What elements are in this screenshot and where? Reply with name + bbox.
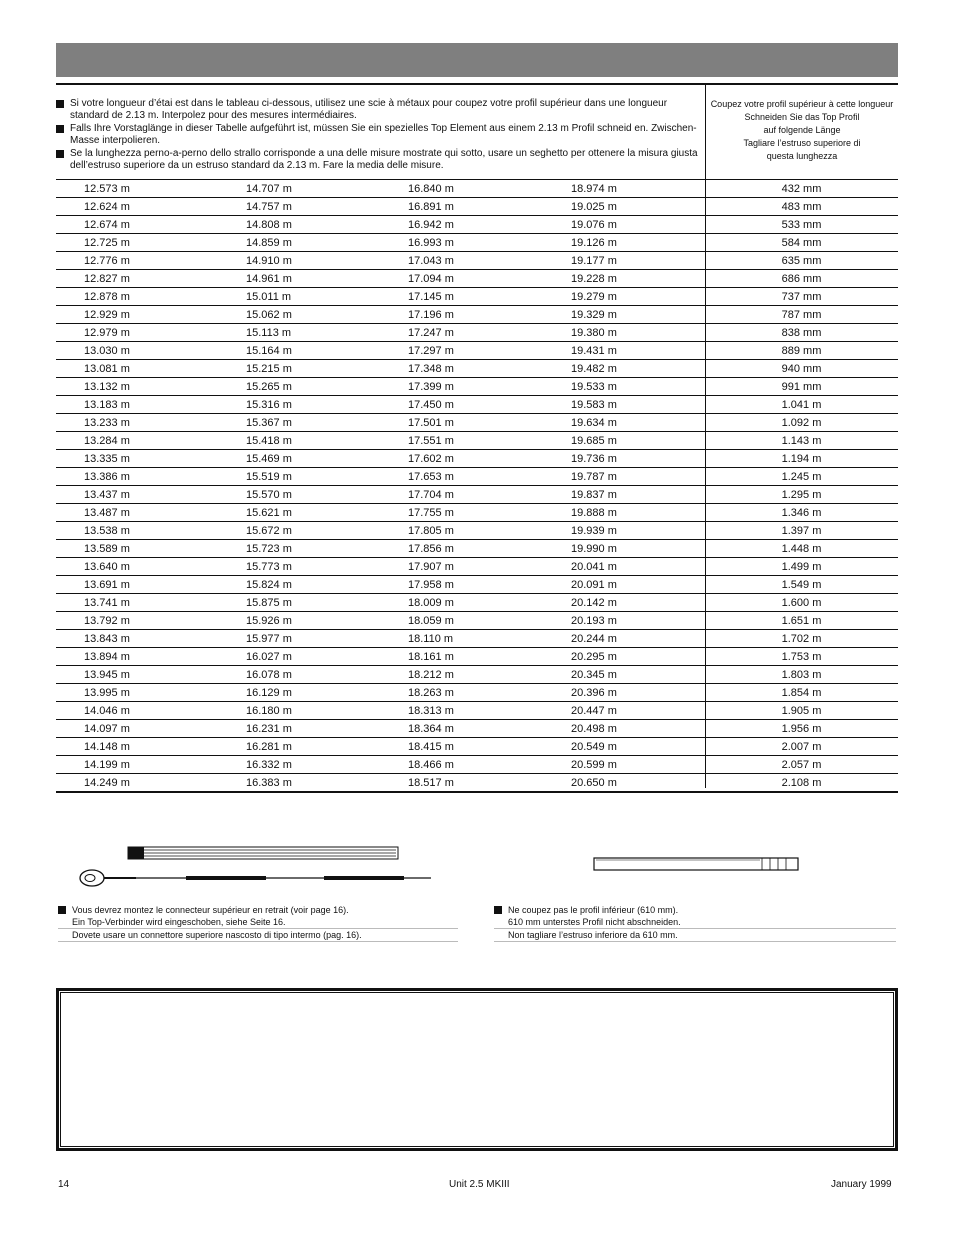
length-col-2: 14.808 m — [246, 216, 408, 234]
cut-length-cell: 1.041 m — [705, 396, 898, 414]
cut-length-cell: 1.549 m — [705, 576, 898, 594]
note-line: Ne coupez pas le profil inférieur (610 mm). — [508, 905, 679, 915]
note-line: Vous devrez montez le connecteur supérieur en retrait (voir page 16). — [72, 905, 349, 915]
forestay-extrusion-illustration — [76, 842, 436, 890]
cut-length-cell: 787 mm — [705, 306, 898, 324]
length-col-4: 19.990 m — [571, 540, 705, 558]
table-row — [56, 180, 898, 198]
table-row — [56, 216, 898, 234]
table-row — [56, 630, 898, 648]
length-col-4: 19.634 m — [571, 414, 705, 432]
length-col-1: 12.624 m — [56, 198, 246, 216]
note-line: Ein Top-Verbinder wird eingeschoben, siehe Seite 16. — [58, 916, 458, 929]
cut-length-cell: 1.803 m — [705, 666, 898, 684]
length-col-2: 14.859 m — [246, 234, 408, 252]
length-col-2: 14.707 m — [246, 180, 408, 198]
table-row — [56, 702, 898, 720]
length-col-3: 18.466 m — [408, 756, 571, 774]
length-col-3: 18.009 m — [408, 594, 571, 612]
length-col-3: 17.450 m — [408, 396, 571, 414]
length-col-4: 19.583 m — [571, 396, 705, 414]
cut-length-cell: 1.753 m — [705, 648, 898, 666]
cut-length-cell: 1.702 m — [705, 630, 898, 648]
length-col-4: 19.076 m — [571, 216, 705, 234]
length-col-3: 17.653 m — [408, 468, 571, 486]
length-col-4: 20.447 m — [571, 702, 705, 720]
length-col-3: 18.517 m — [408, 774, 571, 793]
cut-length-cell: 838 mm — [705, 324, 898, 342]
length-col-3: 17.247 m — [408, 324, 571, 342]
length-col-2: 15.824 m — [246, 576, 408, 594]
table-row — [56, 324, 898, 342]
cut-length-cell: 991 mm — [705, 378, 898, 396]
length-col-4: 20.244 m — [571, 630, 705, 648]
length-col-4: 20.549 m — [571, 738, 705, 756]
table-row — [56, 252, 898, 270]
length-col-4: 20.142 m — [571, 594, 705, 612]
length-col-4: 19.939 m — [571, 522, 705, 540]
length-col-1: 13.741 m — [56, 594, 246, 612]
length-col-3: 16.840 m — [408, 180, 571, 198]
length-col-1: 13.030 m — [56, 342, 246, 360]
cut-length-cell: 2.108 m — [705, 774, 898, 793]
length-col-1: 13.284 m — [56, 432, 246, 450]
table-row — [56, 234, 898, 252]
length-col-2: 15.265 m — [246, 378, 408, 396]
length-col-1: 13.843 m — [56, 630, 246, 648]
intro-instructions — [56, 98, 701, 172]
table-row — [56, 486, 898, 504]
length-col-3: 17.907 m — [408, 558, 571, 576]
length-col-2: 15.723 m — [246, 540, 408, 558]
length-col-4: 19.431 m — [571, 342, 705, 360]
table-row — [56, 540, 898, 558]
length-col-3: 17.348 m — [408, 360, 571, 378]
length-col-2: 15.113 m — [246, 324, 408, 342]
length-col-1: 14.046 m — [56, 702, 246, 720]
cut-length-cell: 2.057 m — [705, 756, 898, 774]
length-col-3: 16.891 m — [408, 198, 571, 216]
length-col-4: 20.498 m — [571, 720, 705, 738]
bullet-square-icon — [56, 100, 64, 108]
length-col-2: 16.180 m — [246, 702, 408, 720]
length-col-1: 13.894 m — [56, 648, 246, 666]
note-line: Non tagliare l’estruso inferiore da 610 mm. — [494, 929, 896, 942]
length-col-2: 15.519 m — [246, 468, 408, 486]
length-col-4: 19.787 m — [571, 468, 705, 486]
length-col-4: 20.193 m — [571, 612, 705, 630]
length-col-2: 15.977 m — [246, 630, 408, 648]
table-row — [56, 756, 898, 774]
table-row — [56, 594, 898, 612]
note-top-connector — [58, 904, 458, 942]
length-col-2: 16.332 m — [246, 756, 408, 774]
cut-length-cell: 2.007 m — [705, 738, 898, 756]
table-row — [56, 432, 898, 450]
length-col-2: 16.281 m — [246, 738, 408, 756]
length-col-2: 15.164 m — [246, 342, 408, 360]
table-row — [56, 360, 898, 378]
cut-length-cell: 1.143 m — [705, 432, 898, 450]
length-col-2: 15.570 m — [246, 486, 408, 504]
length-col-3: 17.501 m — [408, 414, 571, 432]
length-col-4: 20.345 m — [571, 666, 705, 684]
cut-length-cell: 432 mm — [705, 180, 898, 198]
length-col-1: 13.945 m — [56, 666, 246, 684]
length-col-3: 16.993 m — [408, 234, 571, 252]
header-bar — [56, 43, 898, 77]
cut-length-cell: 1.346 m — [705, 504, 898, 522]
length-col-2: 15.316 m — [246, 396, 408, 414]
length-col-3: 17.805 m — [408, 522, 571, 540]
length-col-1: 13.640 m — [56, 558, 246, 576]
length-col-3: 18.110 m — [408, 630, 571, 648]
length-col-4: 20.599 m — [571, 756, 705, 774]
length-col-1: 13.995 m — [56, 684, 246, 702]
length-col-3: 17.602 m — [408, 450, 571, 468]
length-col-3: 18.212 m — [408, 666, 571, 684]
length-col-1: 14.249 m — [56, 774, 246, 793]
length-col-3: 17.043 m — [408, 252, 571, 270]
length-col-2: 15.215 m — [246, 360, 408, 378]
length-col-4: 20.041 m — [571, 558, 705, 576]
cut-length-cell: 1.499 m — [705, 558, 898, 576]
cut-length-cell: 940 mm — [705, 360, 898, 378]
length-col-1: 14.148 m — [56, 738, 246, 756]
length-col-2: 14.910 m — [246, 252, 408, 270]
instruction-italian — [56, 148, 701, 172]
table-row — [56, 720, 898, 738]
length-col-1: 13.538 m — [56, 522, 246, 540]
length-col-4: 19.482 m — [571, 360, 705, 378]
length-col-1: 13.081 m — [56, 360, 246, 378]
cut-length-cell: 1.397 m — [705, 522, 898, 540]
length-col-4: 19.228 m — [571, 270, 705, 288]
length-col-3: 18.364 m — [408, 720, 571, 738]
cut-length-cell: 1.651 m — [705, 612, 898, 630]
bullet-square-icon — [58, 906, 66, 914]
cut-length-cell: 686 mm — [705, 270, 898, 288]
cut-header-line: Schneiden Sie das Top Profil — [744, 112, 860, 122]
length-col-2: 15.011 m — [246, 288, 408, 306]
length-col-3: 17.399 m — [408, 378, 571, 396]
table-row — [56, 450, 898, 468]
length-col-4: 20.295 m — [571, 648, 705, 666]
length-col-2: 15.418 m — [246, 432, 408, 450]
top-rule — [56, 83, 898, 85]
length-col-1: 13.691 m — [56, 576, 246, 594]
length-col-4: 18.974 m — [571, 180, 705, 198]
length-col-3: 17.094 m — [408, 270, 571, 288]
instruction-german — [56, 123, 701, 147]
length-col-1: 13.233 m — [56, 414, 246, 432]
footer-title: Unit 2.5 MKIII — [449, 1179, 510, 1190]
cut-length-cell: 737 mm — [705, 288, 898, 306]
length-col-3: 16.942 m — [408, 216, 571, 234]
length-col-1: 13.183 m — [56, 396, 246, 414]
length-col-2: 16.231 m — [246, 720, 408, 738]
cut-length-cell: 1.194 m — [705, 450, 898, 468]
length-col-4: 19.279 m — [571, 288, 705, 306]
cut-header-line: Tagliare l’estruso superiore di — [743, 138, 861, 148]
cut-length-cell: 483 mm — [705, 198, 898, 216]
length-col-1: 13.132 m — [56, 378, 246, 396]
length-col-3: 17.755 m — [408, 504, 571, 522]
length-col-4: 19.025 m — [571, 198, 705, 216]
length-col-2: 14.757 m — [246, 198, 408, 216]
length-col-4: 19.888 m — [571, 504, 705, 522]
instruction-text: Falls Ihre Vorstaglänge in dieser Tabelle aufgeführt ist, müssen Sie ein spezielles Top Element aus einem 2.13 m Profil schneid en. Zwischen-Masse interpolieren. — [70, 123, 697, 146]
length-col-3: 18.059 m — [408, 612, 571, 630]
cut-length-cell: 1.245 m — [705, 468, 898, 486]
length-col-4: 20.091 m — [571, 576, 705, 594]
cut-length-cell: 1.448 m — [705, 540, 898, 558]
table-row — [56, 612, 898, 630]
length-col-3: 17.958 m — [408, 576, 571, 594]
length-col-1: 12.878 m — [56, 288, 246, 306]
cut-header-line: auf folgende Länge — [763, 125, 841, 135]
cut-length-cell: 635 mm — [705, 252, 898, 270]
length-col-2: 16.027 m — [246, 648, 408, 666]
cut-length-cell: 1.600 m — [705, 594, 898, 612]
length-col-1: 12.929 m — [56, 306, 246, 324]
length-col-4: 19.837 m — [571, 486, 705, 504]
table-row — [56, 198, 898, 216]
length-col-1: 13.487 m — [56, 504, 246, 522]
note-line: Dovete usare un connettore superiore nascosto di tipo intermo (pag. 16). — [58, 929, 458, 942]
cut-length-cell: 1.854 m — [705, 684, 898, 702]
instruction-french — [56, 98, 701, 122]
length-col-4: 19.177 m — [571, 252, 705, 270]
length-col-3: 17.297 m — [408, 342, 571, 360]
cut-length-cell: 533 mm — [705, 216, 898, 234]
length-col-3: 17.856 m — [408, 540, 571, 558]
length-col-1: 14.097 m — [56, 720, 246, 738]
length-col-1: 12.725 m — [56, 234, 246, 252]
table-row — [56, 576, 898, 594]
length-col-3: 17.145 m — [408, 288, 571, 306]
length-col-1: 14.199 m — [56, 756, 246, 774]
length-col-2: 16.078 m — [246, 666, 408, 684]
table-row — [56, 468, 898, 486]
table-row — [56, 378, 898, 396]
length-col-1: 13.335 m — [56, 450, 246, 468]
top-connector-shape — [128, 847, 144, 859]
length-col-1: 13.437 m — [56, 486, 246, 504]
footer-date: January 1999 — [831, 1179, 892, 1190]
cut-length-cell: 584 mm — [705, 234, 898, 252]
length-col-4: 19.126 m — [571, 234, 705, 252]
length-col-1: 13.386 m — [56, 468, 246, 486]
length-col-1: 12.776 m — [56, 252, 246, 270]
length-col-1: 12.827 m — [56, 270, 246, 288]
note-line: 610 mm unterstes Profil nicht abschneiden. — [494, 916, 896, 929]
length-col-3: 18.313 m — [408, 702, 571, 720]
length-col-2: 15.367 m — [246, 414, 408, 432]
table-row — [56, 666, 898, 684]
length-col-4: 20.650 m — [571, 774, 705, 793]
cut-length-cell: 1.956 m — [705, 720, 898, 738]
cut-length-cell: 889 mm — [705, 342, 898, 360]
table-row — [56, 738, 898, 756]
table-row — [56, 684, 898, 702]
bottom-extrusion-illustration — [592, 856, 802, 874]
empty-frame-box — [56, 988, 898, 1151]
table-row — [56, 414, 898, 432]
length-col-2: 14.961 m — [246, 270, 408, 288]
length-col-1: 13.589 m — [56, 540, 246, 558]
bullet-square-icon — [494, 906, 502, 914]
length-col-4: 19.380 m — [571, 324, 705, 342]
length-col-2: 16.383 m — [246, 774, 408, 793]
forestay-length-table — [56, 180, 898, 793]
footer-page-number: 14 — [58, 1179, 70, 1190]
length-col-1: 12.979 m — [56, 324, 246, 342]
length-col-2: 15.621 m — [246, 504, 408, 522]
table-row — [56, 288, 898, 306]
table-row — [56, 306, 898, 324]
table-row — [56, 522, 898, 540]
table-row — [56, 342, 898, 360]
length-col-3: 17.196 m — [408, 306, 571, 324]
length-col-2: 16.129 m — [246, 684, 408, 702]
bullet-square-icon — [56, 125, 64, 133]
table-row — [56, 504, 898, 522]
cut-length-cell: 1.905 m — [705, 702, 898, 720]
cut-length-cell: 1.092 m — [705, 414, 898, 432]
cut-header-line: Coupez votre profil supérieur à cette longueur — [710, 99, 894, 109]
length-col-1: 12.573 m — [56, 180, 246, 198]
bullet-square-icon — [56, 150, 64, 158]
length-col-2: 15.773 m — [246, 558, 408, 576]
instruction-text: Si votre longueur d’étai est dans le tableau ci-dessous, utilisez une scie à métaux pour coupez votre profil supérieur dans une longueur standard de 2.13 m. Interpolez pour des mesures intermédiaires. — [70, 98, 668, 121]
length-col-2: 15.672 m — [246, 522, 408, 540]
length-col-3: 17.551 m — [408, 432, 571, 450]
length-col-2: 15.469 m — [246, 450, 408, 468]
note-bottom-extrusion — [494, 904, 896, 942]
table-row — [56, 558, 898, 576]
length-col-1: 12.674 m — [56, 216, 246, 234]
table-row — [56, 774, 898, 793]
cut-length-cell: 1.295 m — [705, 486, 898, 504]
instruction-text: Se la lunghezza perno-a-perno dello strallo corrisponde a una delle misure mostrate qui sotto, usare un seghetto per ottenere la misura giusta dell’estruso superiore da un estruso standard da 2.13 m. Fare la media delle misure. — [70, 148, 698, 171]
table-row — [56, 396, 898, 414]
table-row — [56, 270, 898, 288]
length-col-3: 17.704 m — [408, 486, 571, 504]
length-col-3: 18.161 m — [408, 648, 571, 666]
length-col-4: 19.329 m — [571, 306, 705, 324]
cut-header-line: questa lunghezza — [766, 151, 838, 161]
length-col-3: 18.263 m — [408, 684, 571, 702]
length-col-2: 15.926 m — [246, 612, 408, 630]
length-col-4: 19.685 m — [571, 432, 705, 450]
cut-length-header — [706, 98, 898, 163]
length-col-4: 19.533 m — [571, 378, 705, 396]
length-col-4: 19.736 m — [571, 450, 705, 468]
length-col-4: 20.396 m — [571, 684, 705, 702]
length-col-3: 18.415 m — [408, 738, 571, 756]
length-col-2: 15.875 m — [246, 594, 408, 612]
length-col-1: 13.792 m — [56, 612, 246, 630]
table-row — [56, 648, 898, 666]
length-col-2: 15.062 m — [246, 306, 408, 324]
